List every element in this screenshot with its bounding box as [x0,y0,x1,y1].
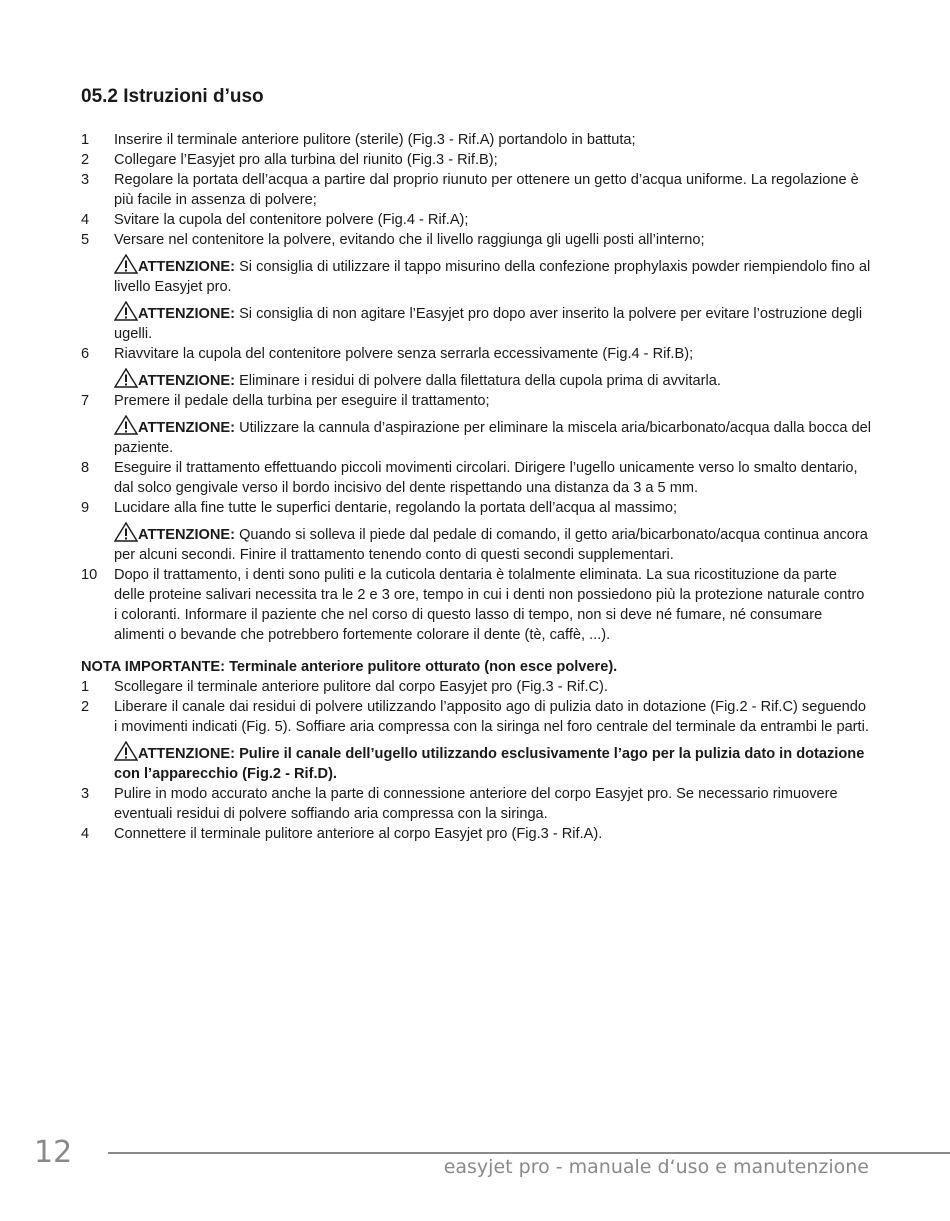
warning-triangle-icon [114,368,138,388]
warning-triangle-icon [114,741,138,761]
warning-note [114,741,871,784]
steps-list [81,130,871,645]
list-item [81,565,871,645]
list-item [81,458,871,498]
step-text: Dopo il trattamento, i denti sono puliti e la cuticola dentaria è tolalmente eliminata. La sua ricostituzione da parte delle proteine salivari necessita tra le 2 e 3 ore, tempo in cui i denti non possiedono più la protezione naturale contro i coloranti. Informare il paziente che nel corso di questo lasso di tempo, non si deve né fumare, né consumare alimenti o bevande che potrebbero fortemente colorare il dente (tè, caffè, ...). [114,567,865,643]
warning-triangle-icon [114,415,138,435]
list-item [81,230,871,250]
step-text: Collegare l’Easyjet pro alla turbina del riunito (Fig.3 - Rif.B); [114,152,498,168]
warning-text: Pulire il canale dell’ugello utilizzando esclusivamente l’ago per la pulizia dato in dotazione con l’apparecchio (Fig.2 - Rif.D). [114,746,865,782]
list-item [81,391,871,411]
warning-text: Eliminare i residui di polvere dalla filettatura della cupola prima di avvitarla. [239,373,721,389]
warning-text: Quando si solleva il piede dal pedale di comando, il getto aria/bicarbonato/acqua continua ancora per alcuni secondi. Finire il trattamento tenendo conto di questi secondi supplementari. [114,527,868,563]
list-item [81,150,871,170]
list-item [81,130,871,150]
list-item [81,498,871,518]
step-number: 3 [81,172,90,188]
warning-note [114,368,871,391]
step-number: 6 [81,346,90,362]
step-text: Versare nel contenitore la polvere, evitando che il livello raggiunga gli ugelli posti all’interno; [114,232,705,248]
list-item [81,677,871,697]
footer-title: easyjet pro - manuale d‘uso e manutenzione [443,1156,869,1178]
step-number: 3 [81,786,90,802]
warning-note [114,415,871,458]
warning-triangle-icon [114,522,138,542]
warning-label: ATTENZIONE: [138,373,236,389]
step-number: 1 [81,679,90,695]
instructions [81,130,871,844]
warning-text: Si consiglia di utilizzare il tappo misurino della confezione prophylaxis powder riempiendolo fino al livello Easyjet pro. [114,259,871,295]
step-text: Premere il pedale della turbina per eseguire il trattamento; [114,393,490,409]
step-number: 4 [81,212,90,228]
step-number: 5 [81,232,90,248]
step-number: 7 [81,393,90,409]
warning-label: ATTENZIONE: [138,746,236,762]
warning-note [114,254,871,297]
list-item [81,170,871,210]
step-text: Liberare il canale dai residui di polvere utilizzando l’apposito ago di pulizia dato in dotazione (Fig.2 - Rif.C) seguendo i movimenti indicati (Fig. 5). Soffiare aria compressa con la siringa nel foro centrale del terminale da entrambi le parti. [114,699,869,735]
step-number: 8 [81,460,90,476]
list-item [81,784,871,824]
section-title: 05.2 Istruzioni d’uso [81,86,264,107]
step-text: Riavvitare la cupola del contenitore polvere senza serrarla eccessivamente (Fig.4 - Rif.B); [114,346,694,362]
list-item [81,824,871,844]
warning-triangle-icon [114,254,138,274]
step-number: 2 [81,699,90,715]
note-steps-list [81,677,871,844]
warning-triangle-icon [114,301,138,321]
step-text: Connettere il terminale pulitore anteriore al corpo Easyjet pro (Fig.3 - Rif.A). [114,826,603,842]
step-number: 2 [81,152,90,168]
step-text: Pulire in modo accurato anche la parte di connessione anteriore del corpo Easyjet pro. Se necessario rimuovere eventuali residui di polvere soffiando aria compressa con la siringa. [114,786,838,822]
step-text: Inserire il terminale anteriore pulitore (sterile) (Fig.3 - Rif.A) portandolo in battuta; [114,132,636,148]
step-text: Eseguire il trattamento effettuando piccoli movimenti circolari. Dirigere l’ugello unicamente verso lo smalto dentario, dal solco gengivale verso il bordo incisivo del dente rispettando una distanza da 3 a 5 mm. [114,460,858,496]
warning-text: Utilizzare la cannula d’aspirazione per eliminare la miscela aria/bicarbonato/acqua dalla bocca del paziente. [114,420,872,456]
step-text: Svitare la cupola del contenitore polvere (Fig.4 - Rif.A); [114,212,469,228]
step-text: Lucidare alla fine tutte le superfici dentarie, regolando la portata dell’acqua al massimo; [114,500,677,516]
step-text: Regolare la portata dell’acqua a partire dal proprio riunuto per ottenere un getto d’acqua uniforme. La regolazione è più facile in assenza di polvere; [114,172,859,208]
list-item [81,697,871,737]
warning-label: ATTENZIONE: [138,259,236,275]
step-text: Scollegare il terminale anteriore pulitore dal corpo Easyjet pro (Fig.3 - Rif.C). [114,679,608,695]
step-number: 4 [81,826,90,842]
warning-label: ATTENZIONE: [138,527,236,543]
step-number: 9 [81,500,90,516]
warning-label: ATTENZIONE: [138,420,236,436]
warning-label: ATTENZIONE: [138,306,236,322]
footer-divider [108,1152,950,1154]
page-number: 12 [34,1135,73,1170]
warning-note [114,301,871,344]
note-heading: NOTA IMPORTANTE: Terminale anteriore pulitore otturato (non esce polvere). [81,659,618,675]
warning-note [114,522,871,565]
step-number: 10 [81,567,98,583]
list-item [81,344,871,364]
list-item [81,210,871,230]
step-number: 1 [81,132,90,148]
warning-text: Si consiglia di non agitare l’Easyjet pro dopo aver inserito la polvere per evitare l’ostruzione degli ugelli. [114,306,863,342]
